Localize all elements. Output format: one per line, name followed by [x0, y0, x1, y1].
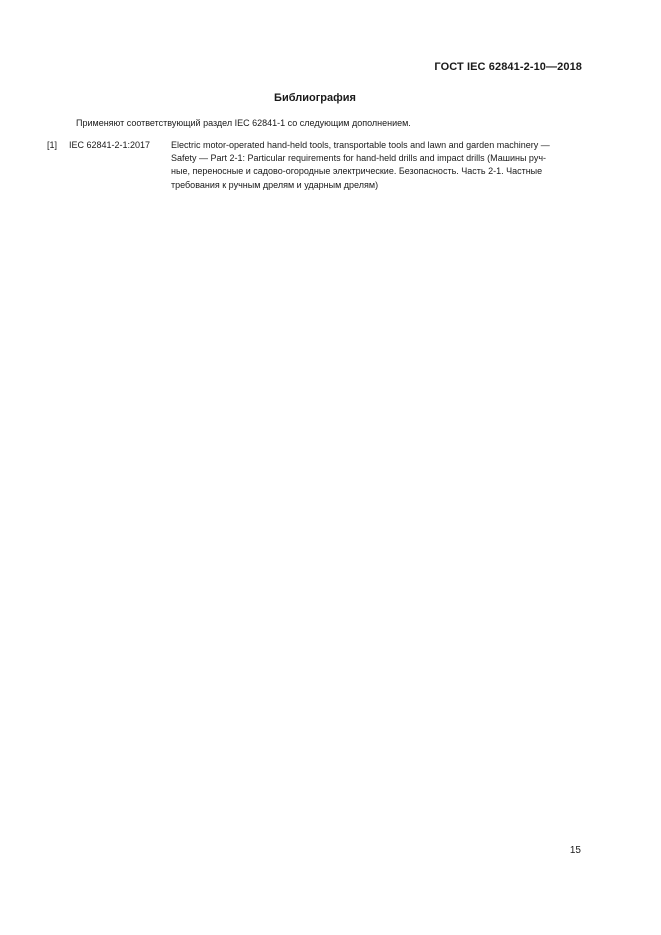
- entry-description: [171, 139, 587, 192]
- page-number: 15: [569, 845, 581, 856]
- entry-number: [1]: [47, 140, 58, 150]
- entry-description-line: Safety — Part 2-1: Particular requirements for hand-held drills and impact drills (Машины руч-: [171, 153, 547, 164]
- entry-description-line: Electric motor-operated hand-held tools, transportable tools and lawn and garden machinery —: [171, 140, 550, 150]
- standard-designation: ГОСТ IEC 62841-2-10—2018: [434, 61, 582, 73]
- intro-paragraph: Применяют соответствующий раздел IEC 62841-1 со следующим дополнением.: [76, 118, 411, 128]
- entry-description-line: требования к ручным дрелям и ударным дрелям): [171, 179, 379, 190]
- section-title: Библиография: [274, 92, 356, 104]
- entry-reference: IEC 62841-2-1:2017: [69, 140, 151, 150]
- entry-description-line: ные, переносные и садово-огородные электрические. Безопасность. Часть 2-1. Частные: [171, 166, 543, 177]
